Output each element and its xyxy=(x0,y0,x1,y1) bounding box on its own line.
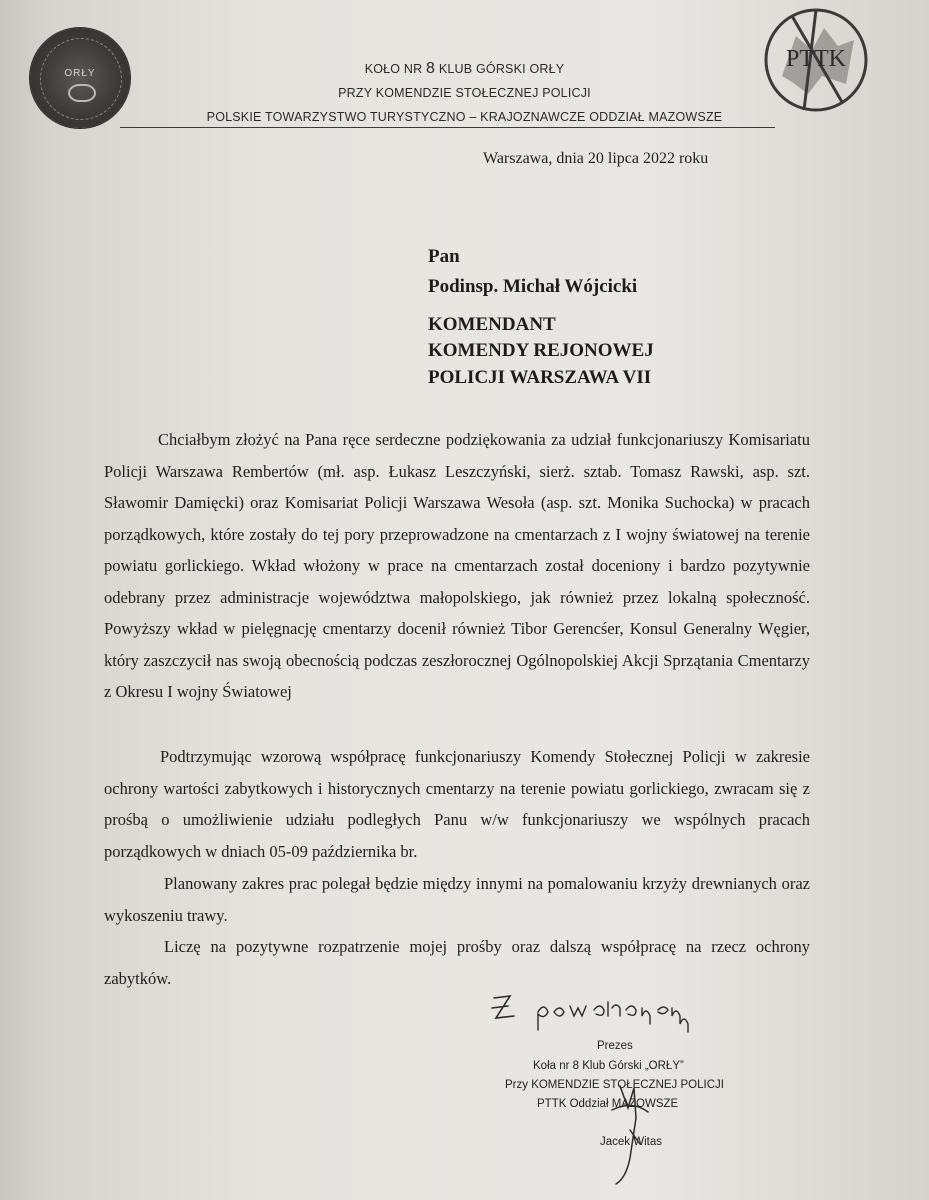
letterhead-line-1 xyxy=(0,60,929,78)
pttk-logo-text: PTTK xyxy=(786,46,846,72)
body-paragraph-4: Liczę na pozytywne rozpatrzenie mojej prośby oraz dalszą współpracę na rzecz ochrony zabytków. xyxy=(104,937,810,988)
body-paragraph-2: Podtrzymując wzorową współpracę funkcjonariuszy Komendy Stołecznej Policji w zakresie ochrony wartości zabytkowych i historycznych cmentarzy na terenie powiatu gorlickiego, zwracam się z prośbą o umożliwienie udziału podległych Panu w/w funkcjonariuszy we wspólnych pracach porządkowych w dniach 05-09 października br. xyxy=(104,747,810,861)
signatory-role: Prezes xyxy=(597,1040,633,1052)
addressee-title-1: KOMENDANT xyxy=(428,314,556,335)
letterhead-club: KLUB GÓRSKI ORŁY xyxy=(438,62,565,76)
letterhead-line-3: POLSKIE TOWARZYSTWO TURYSTYCZNO – KRAJOZNAWCZE ODDZIAŁ MAZOWSZE xyxy=(206,110,723,124)
letter-date: Warszawa, dnia 20 lipca 2022 roku xyxy=(483,150,709,167)
addressee-title-2: KOMENDY REJONOWEJ xyxy=(428,340,654,361)
addressee-name: Podinsp. Michał Wójcicki xyxy=(428,276,638,297)
signature-scribble xyxy=(590,1080,670,1185)
addressee-salutation: Pan xyxy=(428,246,460,267)
body-paragraph-3: Planowany zakres prac polegał będzie między innymi na pomalowaniu krzyży drewnianych oraz wykoszeniu trawy. xyxy=(104,874,810,925)
signatory-name: Jacek Witas xyxy=(600,1136,662,1148)
club-logo-text: ORŁY xyxy=(64,68,96,79)
body-paragraph-1: Chciałbym złożyć na Pana ręce serdeczne podziękowania za udział funkcjonariuszy Komisariatu Policji Warszawa Rembertów (mł. asp. Łukasz Leszczyński, sierż. sztab. Tomasz Rawski, asp. szt. Sławomir Damięcki) oraz Komisariat Policji Warszawa Wesoła (asp. szt. Monika Suchocka) w pracach porządkowych, które zostały do tej pory przeprowadzone na cmentarzach z I wojny światowej na terenie powiatu gorlickiego. Wkład włożony w prace na cmentarzach został doceniony i bardzo pozytywnie odebrany przez administracje województwa małopolskiego, jak również przez lokalną społeczność. Powyższy wkład w pielęgnację cmentarzy docenił również Tibor Gerencśer, Konsul Generalny Węgier, który zaszczycił nas swoją obecnością podczas zeszłorocznej Ogólnopolskiej Akcji Sprzątania Cmentarzy z Okresu I wojny Światowej xyxy=(104,430,810,701)
addressee-title-3: POLICJI WARSZAWA VII xyxy=(428,367,652,388)
handwritten-closing xyxy=(488,984,718,1034)
letterhead-number: 8 xyxy=(426,60,436,77)
logo-ring xyxy=(40,38,122,120)
letterhead-line-2: PRZY KOMENDZIE STOŁECZNEJ POLICJI xyxy=(338,86,591,100)
signatory-org-1: Koła nr 8 Klub Górski „ORŁY” xyxy=(533,1060,684,1072)
letterhead-divider xyxy=(120,127,775,128)
signatory-org-3: PTTK Oddział MAZOWSZE xyxy=(537,1098,679,1110)
letterhead-prefix: KOŁO NR xyxy=(364,62,423,76)
signatory-org-2: Przy KOMENDZIE STOŁECZNEJ POLICJI xyxy=(505,1079,724,1091)
